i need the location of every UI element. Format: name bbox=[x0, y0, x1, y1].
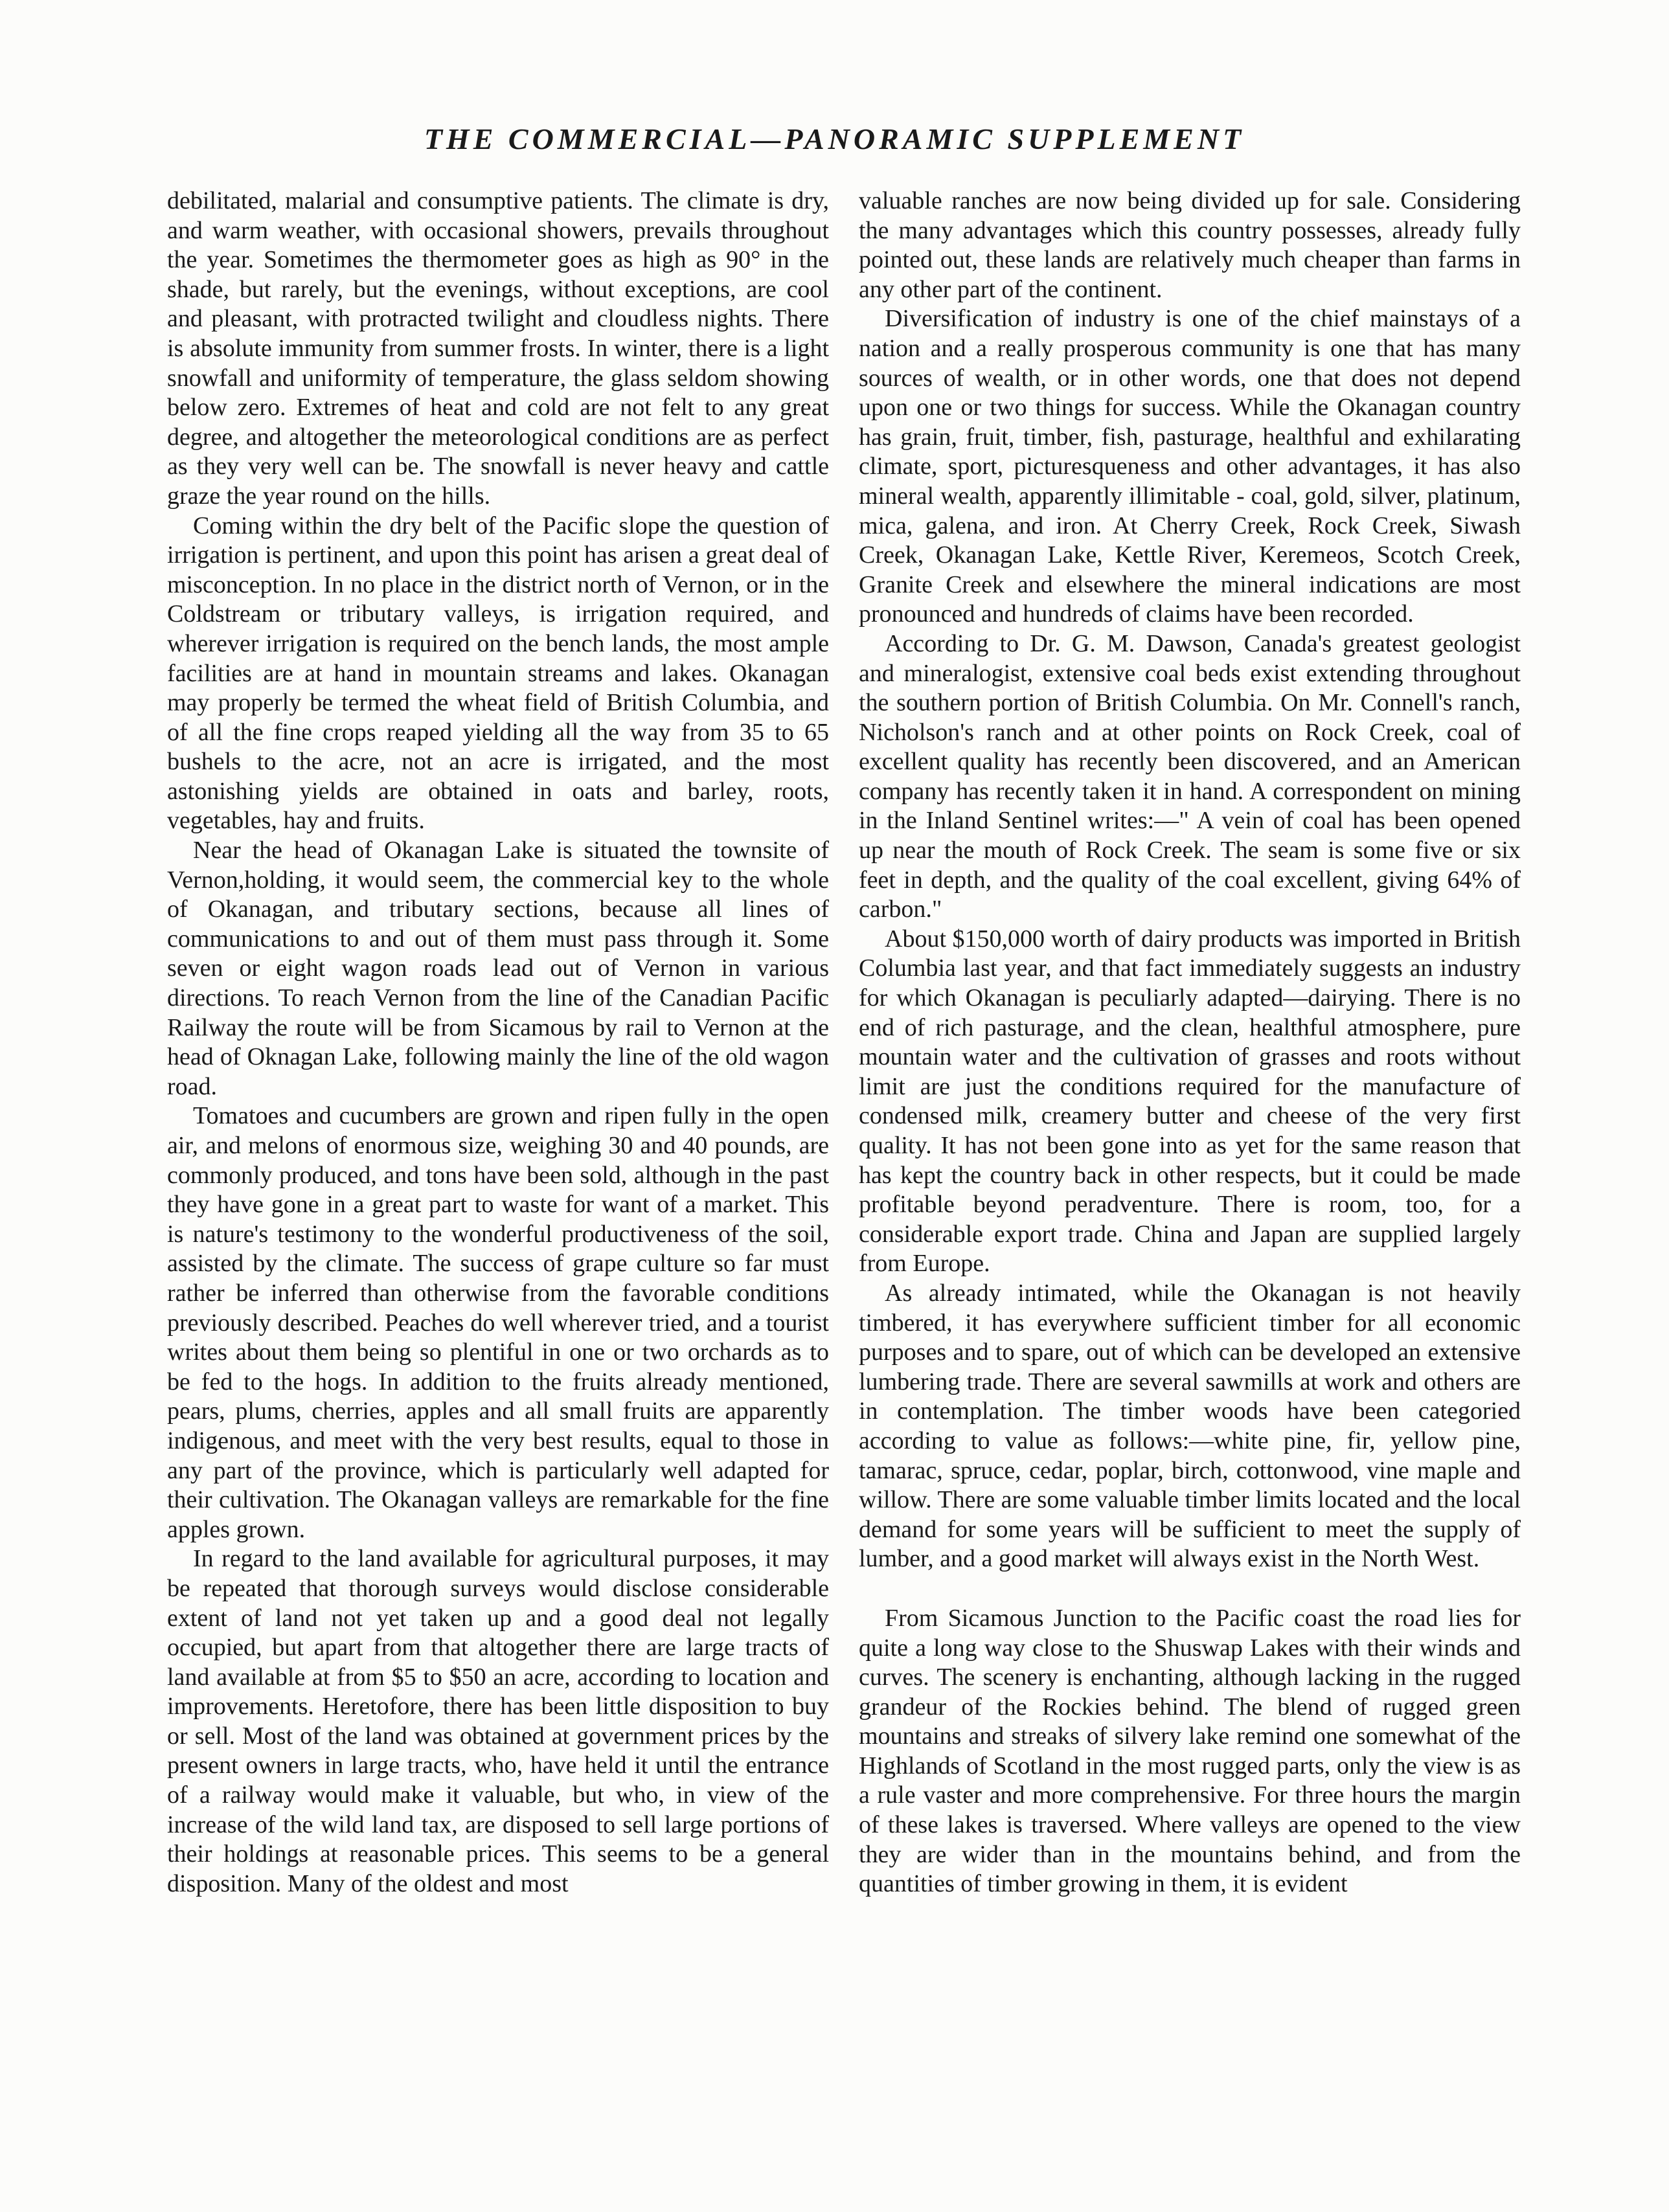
paragraph: Coming within the dry belt of the Pacific slope the question of irrigation is pertinent, and upon this point has arisen a great deal of misconception. In no place in the district north of Vernon, or in the Coldstream or tributary valleys, is irrigation required, and wherever irrigation is required on the bench lands, the most ample facilities are at hand in mountain streams and lakes. Okanagan may properly be termed the wheat field of British Columbia, and of all the fine crops reaped yielding all the way from 35 to 65 bushels to the acre, not an acre is irrigated, and the most astonishing yields are obtained in oats and barley, roots, vegetables, hay and fruits. bbox=[167, 512, 829, 835]
paragraph: valuable ranches are now being divided up for sale. Considering the many advantages which this country possesses, already fully pointed out, these lands are relatively much cheaper than farms in any other part of the continent. bbox=[859, 187, 1521, 303]
paragraph: In regard to the land available for agricultural purposes, it may be repeated that thorough surveys would disclose considerable extent of land not yet taken up and a good deal not legally occupied, but apart from that altogether there are large tracts of land available at from $5 to $50 an acre, according to location and improvements. Heretofore, there has been little disposition to buy or sell. Most of the land was obtained at government prices by the present owners in large tracts, who, have held it until the entrance of a railway would make it valuable, but who, in view of the increase of the wild land tax, are disposed to sell large portions of their holdings at reasonable prices. This seems to be a general disposition. Many of the oldest and most bbox=[167, 1545, 829, 1897]
paragraph: Near the head of Okanagan Lake is situated the townsite of Vernon,holding, it would seem, the commercial key to the whole of Okanagan, and tributary sections, because all lines of communications to and out of them must pass through it. Some seven or eight wagon roads lead out of Vernon in various directions. To reach Vernon from the line of the Canadian Pacific Railway the route will be from Sicamous by rail to Vernon at the head of Oknagan Lake, following mainly the line of the old wagon road. bbox=[167, 837, 829, 1100]
paragraph: Tomatoes and cucumbers are grown and ripen fully in the open air, and melons of enormous size, weighing 30 and 40 pounds, are commonly produced, and tons have been sold, although in the past they have gone in a great part to waste for want of a market. This is nature's testimony to the wonderful productiveness of the soil, assisted by the climate. The success of grape culture so far must rather be inferred than otherwise from the favorable conditions previously described. Peaches do well wherever tried, and a tourist writes about them being so plentiful in one or two orchards as to be fed to the hogs. In addition to the fruits already mentioned, pears, plums, cherries, apples and all small fruits are apparently indigenous, and meet with the very best results, equal to those in any part of the province, which is particularly well adapted for their cultivation. The Okanagan valleys are remarkable for the fine apples grown. bbox=[167, 1102, 829, 1543]
paragraph: Diversification of industry is one of the chief mainstays of a nation and a really prosperous community is one that has many sources of wealth, or in other words, one that does not depend upon one or two things for success. While the Okanagan country has grain, fruit, timber, fish, pasturage, healthful and exhilarating climate, sport, picturesqueness and other advantages, it has also mineral wealth, apparently illimitable - coal, gold, silver, platinum, mica, galena, and iron. At Cherry Creek, Rock Creek, Siwash Creek, Okanagan Lake, Kettle River, Keremeos, Scotch Creek, Granite Creek and elsewhere the mineral indications are most pronounced and hundreds of claims have been recorded. bbox=[859, 305, 1521, 628]
right-column bbox=[859, 186, 1521, 1899]
left-column bbox=[167, 186, 829, 1899]
running-head: THE COMMERCIAL—PANORAMIC SUPPLEMENT bbox=[424, 122, 1245, 155]
paragraph: According to Dr. G. M. Dawson, Canada's greatest geologist and mineralogist, extensive coal beds exist extending throughout the southern portion of British Columbia. On Mr. Connell's ranch, Nicholson's ranch and at other points on Rock Creek, coal of excellent quality has recently been discovered, and an American company has recently taken it in hand. A correspondent on mining in the Inland Sentinel writes:—" A vein of coal has been opened up near the mouth of Rock Creek. The seam is some five or six feet in depth, and the quality of the coal excellent, giving 64% of carbon." bbox=[859, 629, 1521, 923]
paragraph: From Sicamous Junction to the Pacific coast the road lies for quite a long way close to the Shuswap Lakes with their winds and curves. The scenery is enchanting, although lacking in the rugged grandeur of the Rockies behind. The blend of rugged green mountains and streaks of silvery lake remind one somewhat of the Highlands of Scotland in the most rugged parts, only the view is as a rule vaster and more comprehensive. For three hours the margin of these lakes is traversed. Where valleys are opened to the view they are wider than in the mountains behind, and from the quantities of timber growing in them, it is evident bbox=[859, 1604, 1521, 1898]
paragraph: About $150,000 worth of dairy products was imported in British Columbia last year, and that fact immediately suggests an industry for which Okanagan is peculiarly adapted—dairying. There is no end of rich pasturage, and the clean, healthful atmosphere, pure mountain water and the cultivation of grasses and roots without limit are just the conditions required for the manufacture of condensed milk, creamery butter and cheese of the very first quality. It has not been gone into as yet for the same reason that has kept the country back in other respects, but it could be made profitable beyond peradventure. There is room, too, for a considerable export trade. China and Japan are supplied largely from Europe. bbox=[859, 925, 1521, 1278]
paragraph: As already intimated, while the Okanagan is not heavily timbered, it has everywhere sufficient timber for all economic purposes and to spare, out of which can be developed an extensive lumbering trade. There are several sawmills at work and others are in contemplation. The timber woods have been categoried according to value as follows:—white pine, fir, yellow pine, tamarac, spruce, cedar, poplar, birch, cottonwood, vine maple and willow. There are some valuable timber limits located and the local demand for some years will be sufficient to meet the supply of lumber, and a good market will always exist in the North West. bbox=[859, 1279, 1521, 1573]
paragraph: debilitated, malarial and consumptive patients. The climate is dry, and warm weather, with occasional showers, prevails throughout the year. Sometimes the thermometer goes as high as 90° in the shade, but rarely, but the evenings, without exceptions, are cool and pleasant, with protracted twilight and cloudless nights. There is absolute immunity from summer frosts. In winter, there is a light snowfall and uniformity of temperature, the glass seldom showing below zero. Extremes of heat and cold are not felt to any great degree, and altogether the meteorological conditions are as perfect as they very well can be. The snowfall is never heavy and cattle graze the year round on the hills. bbox=[167, 187, 829, 510]
